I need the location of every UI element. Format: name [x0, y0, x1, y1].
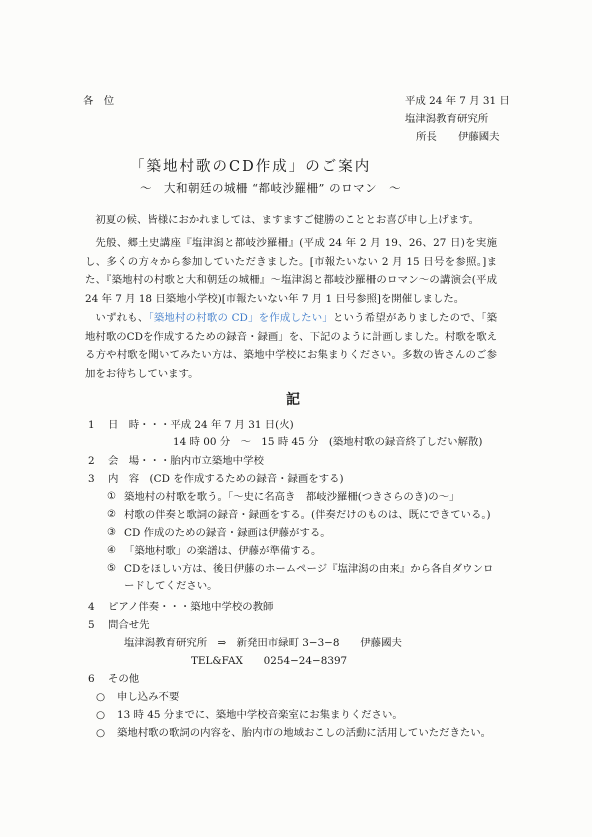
list-marker: ○: [96, 709, 106, 721]
time-range: 14 時 00 分 〜 15 時 45 分 (築地村歌の録音終了しだい解散): [173, 436, 483, 448]
greeting-paragraph: 初夏の候、皆様におかれましては、ますますご健勝のこととお喜び申し上げます。: [95, 214, 480, 226]
piano-label: ピアノ伴奏・・・築地中学校の教師: [108, 601, 274, 613]
item-number: 5: [88, 619, 95, 631]
purpose-text: という希望がありましたので、「築地村歌のCDを作成するための録音・録画」を、下記のように計画しました。村歌を歌える方や村歌を聞いてみたい方は、築地中学校にお集まりください。多数の皆さんのご参加をお待ちしています。: [85, 312, 498, 381]
datetime-label: 日 時・・・平成 24 年 7 月 31 日(火): [108, 419, 294, 431]
list-item-continuation: ードしてください。: [124, 580, 218, 592]
list-item: 申し込み不要: [117, 691, 180, 703]
author-role: 所長: [416, 131, 437, 143]
list-item: 「築地村歌」の楽譜は、伊藤が準備する。: [124, 545, 322, 557]
item-number: 2: [88, 455, 95, 467]
list-marker: ④: [107, 545, 116, 556]
item-number: 6: [88, 673, 95, 685]
page-subtitle: 〜 大和朝廷の城柵 “都岐沙羅柵” のロマン 〜: [140, 181, 402, 195]
other-label: その他: [108, 673, 140, 685]
purpose-paragraph: [85, 309, 497, 384]
item-number: 1: [88, 419, 95, 431]
list-marker: ○: [96, 727, 106, 739]
list-item: 築地村の村歌を歌う。「〜史に名高き 都岐沙羅柵(つきさらのき)の〜」: [124, 491, 460, 503]
list-marker: ①: [107, 491, 116, 502]
venue-label: 会 場・・・胎内市立築地中学校: [108, 455, 264, 467]
page-title: 「築地村歌のCD作成」のご案内: [130, 159, 372, 175]
background-paragraph: 先般、郷土史講座『塩津潟と都岐沙羅柵』(平成 24 年 2 月 19、26、27 日)を実施し、多くの方々から参加していただきました。[市報たいない 2 月 15 日号を参照。]また、『築地村の村歌と大和朝廷の城柵』〜塩津潟と都岐沙羅柵のロマン〜の講演会(平成 24 年 7 月 18 日築地小学校)[市報たいない年 7 月 1 日号参照]を開催しました。: [85, 237, 497, 306]
purpose-intro: いずれも、: [95, 312, 149, 324]
list-marker: ⑤: [107, 563, 116, 574]
list-marker: ②: [107, 509, 116, 520]
item-number: 3: [88, 473, 95, 485]
item-number: 4: [88, 601, 95, 613]
list-item: 13 時 45 分までに、築地中学校音楽室にお集まりください。: [117, 709, 403, 721]
list-item: CD 作成のための録音・録画は伊藤がする。: [124, 527, 331, 539]
contact-address: 塩津潟教育研究所 ⇒ 新発田市緑町 3−3−8 伊藤國夫: [124, 637, 402, 649]
date: 平成 24 年 7 月 31 日: [405, 95, 510, 107]
list-item: CDをほしい方は、後日伊藤のホームページ『塩津潟の由来』から各自ダウンロ: [124, 563, 494, 575]
purpose-highlight: 「築地村の村歌の CD」を作成したい」: [148, 312, 333, 324]
contact-tel: TEL&FAX 0254−24−8397: [191, 655, 348, 667]
list-item: 村歌の伴奏と歌詞の録音・録画をする。(伴奏だけのものは、既にできている。): [124, 509, 491, 521]
organization: 塩津潟教育研究所: [405, 113, 489, 125]
recipients: 各 位: [83, 95, 115, 107]
author-name: 伊藤國夫: [458, 131, 500, 143]
list-marker: ③: [107, 527, 116, 538]
contact-label: 問合せ先: [108, 619, 150, 631]
content-label: 内 容 (CD を作成するための録音・録画をする): [108, 473, 344, 485]
ki-heading: 記: [286, 392, 300, 408]
list-item: 築地村歌の歌詞の内容を、胎内市の地域おこしの活動に活用していただきたい。: [117, 727, 492, 739]
list-marker: ○: [96, 691, 106, 703]
